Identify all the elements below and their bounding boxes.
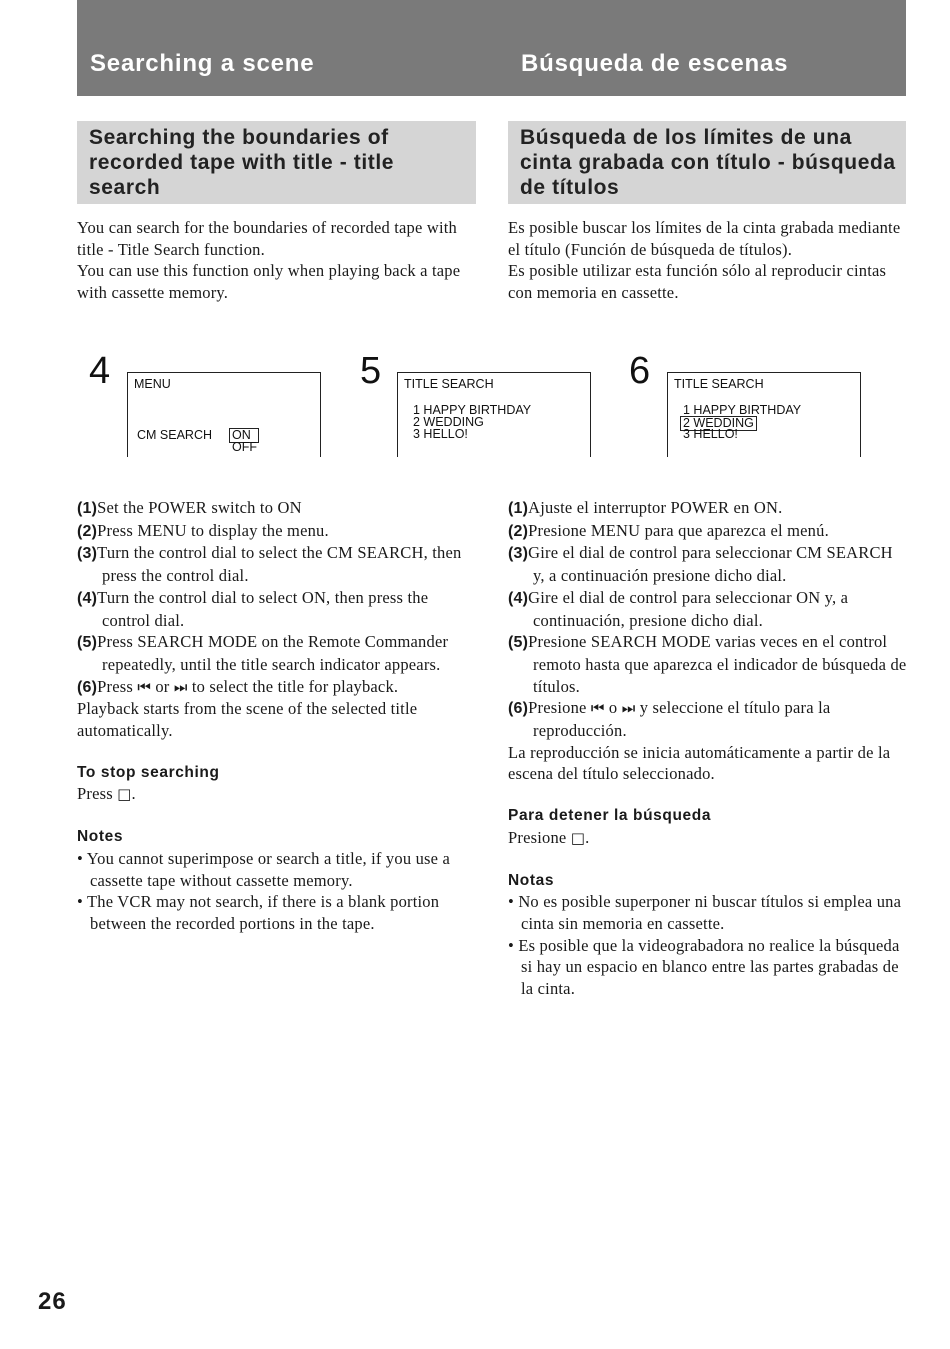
intro-paragraph: You can search for the boundaries of recorded tape with title - Title Search function. [77, 218, 457, 259]
step-number: (5) [77, 634, 98, 652]
step-text: or [151, 676, 174, 696]
step-number: (1) [77, 500, 98, 517]
stop-text-label: Presione [508, 827, 571, 847]
step-text: y seleccione el título para la reproducción. [533, 698, 831, 741]
step-number: (6) [77, 678, 98, 696]
figure-number-6: 6 [629, 350, 651, 392]
bullet-icon: • [508, 935, 514, 955]
intro-es [508, 217, 908, 304]
option-off: OFF [232, 440, 257, 454]
section-title-en: Searching the boundaries of recorded tape with title - title search [89, 126, 395, 199]
stop-text-label: Press [77, 784, 118, 804]
screen-title: TITLE SEARCH [674, 377, 764, 391]
step-item [77, 676, 477, 699]
next-track-icon: ⏭ [621, 699, 636, 718]
step-text: Press SEARCH MODE on the Remote Commander repeatedly, until the title search indicator appears. [97, 632, 449, 674]
title-list-item-selected: 2 WEDDING [680, 416, 757, 431]
stop-heading: To stop searching [77, 763, 220, 781]
playback-note: La reproducción se inicia automáticamente a partir de la escena del título seleccionado. [508, 742, 891, 784]
step-number: (2) [508, 522, 529, 540]
page-number: 26 [38, 1288, 67, 1315]
step-number: (4) [508, 589, 529, 607]
stop-text: Press □. [77, 784, 136, 804]
figure-number-5: 5 [360, 350, 382, 392]
step-item [77, 631, 477, 675]
screen-title-search [397, 372, 591, 457]
header-bar [77, 0, 906, 96]
stop-icon: □ [117, 785, 132, 804]
step-number: (4) [77, 589, 98, 607]
bullet-icon: • [77, 892, 83, 912]
header-title-es: Búsqueda de escenas [521, 50, 789, 77]
figure-number-4: 4 [89, 350, 111, 392]
step-text: Press [97, 676, 138, 696]
note-item [508, 935, 908, 1000]
step-number: (1) [508, 500, 529, 517]
step-number: (3) [508, 545, 529, 563]
step-item [508, 697, 908, 741]
section-title-box-en [77, 121, 476, 204]
step-text: Turn the control dial to select ON, then press the control dial. [97, 587, 429, 630]
screen-title-search-selected [667, 372, 861, 457]
notes-heading: Notas [508, 871, 555, 889]
intro-paragraph: Es posible utilizar esta función sólo al reproducir cintas con memoria en cassette. [508, 261, 887, 303]
step-item [508, 497, 908, 520]
step-text: Presione [528, 698, 591, 718]
option-on-selected: ON [229, 428, 259, 443]
steps-en [77, 497, 477, 935]
step-number: (3) [77, 545, 98, 563]
step-item [508, 542, 908, 586]
previous-track-icon: ⏮ [590, 699, 605, 718]
step-text: to select the title for playback. [187, 676, 399, 696]
step-number: (2) [77, 522, 98, 540]
intro-paragraph: You can use this function only when playing back a tape with cassette memory. [77, 261, 461, 303]
note-text: Es posible que la videograbadora no realice la búsqueda si hay un espacio en blanco entre las partes grabadas de la cinta. [518, 935, 900, 999]
screen-title: TITLE SEARCH [404, 377, 494, 391]
section-title-box-es [508, 121, 906, 204]
title-list-item: 2 WEDDING [413, 415, 484, 429]
step-item [77, 520, 477, 543]
note-text: You cannot superimpose or search a title, if you use a cassette tape without cassette memory. [86, 848, 451, 890]
steps-es [508, 497, 908, 1000]
step-text: Press MENU to display the menu. [97, 520, 329, 540]
stop-text: Presione □. [508, 827, 590, 847]
note-text: The VCR may not search, if there is a blank portion between the recorded portions in the tape. [87, 892, 440, 933]
step-text: Turn the control dial to select the CM SEARCH, then press the control dial. [97, 543, 462, 586]
menu-item-label: CM SEARCH [137, 428, 213, 442]
previous-track-icon: ⏮ [137, 677, 152, 696]
title-list-item: 1 HAPPY BIRTHDAY [413, 403, 532, 417]
note-item [77, 891, 477, 934]
step-item [508, 520, 908, 543]
screen-menu [127, 372, 321, 457]
next-track-icon: ⏭ [173, 677, 188, 696]
step-number: (6) [508, 700, 529, 718]
playback-note: Playback starts from the scene of the selected title automatically. [77, 699, 418, 741]
step-text: Set the POWER switch to ON [97, 498, 302, 517]
title-list-item: 1 HAPPY BIRTHDAY [683, 403, 802, 417]
step-number: (5) [508, 634, 529, 652]
bullet-icon: • [77, 848, 83, 868]
stop-heading: Para detener la búsqueda [508, 807, 712, 825]
step-text: Presione MENU para que aparezca el menú. [528, 520, 829, 540]
step-text: o [604, 698, 622, 718]
step-item [77, 587, 477, 631]
header-title-en: Searching a scene [90, 50, 315, 77]
step-item [77, 497, 477, 520]
screen-title: MENU [134, 377, 171, 391]
step-text: Ajuste el interruptor POWER en ON. [528, 498, 783, 517]
note-item [77, 848, 477, 891]
stop-icon: □ [570, 828, 586, 847]
notes-heading: Notes [77, 828, 124, 846]
section-title-es: Búsqueda de los límites de una cinta grabada con título - búsqueda de títulos [520, 126, 896, 199]
intro-paragraph: Es posible buscar los límites de la cinta grabada mediante el título (Función de búsqueda de títulos). [508, 218, 901, 259]
step-text: Presione SEARCH MODE varias veces en el control remoto hasta que aparezca el indicador de búsqueda de títulos. [528, 632, 907, 696]
step-text: Gire el dial de control para seleccionar ON y, a continuación, presione dicho dial. [528, 587, 849, 630]
title-list-item: 3 HELLO! [413, 427, 468, 441]
note-text: No es posible superponer ni buscar títulos si emplea una cinta sin memoria en cassette. [518, 892, 902, 933]
title-list-item: 3 HELLO! [683, 427, 738, 441]
step-item [508, 587, 908, 631]
intro-en [77, 217, 477, 304]
step-text: Gire el dial de control para seleccionar CM SEARCH y, a continuación presione dicho dial. [528, 543, 893, 586]
bullet-icon: • [508, 892, 514, 912]
step-item [77, 542, 477, 586]
note-item [508, 891, 908, 934]
step-item [508, 631, 908, 697]
